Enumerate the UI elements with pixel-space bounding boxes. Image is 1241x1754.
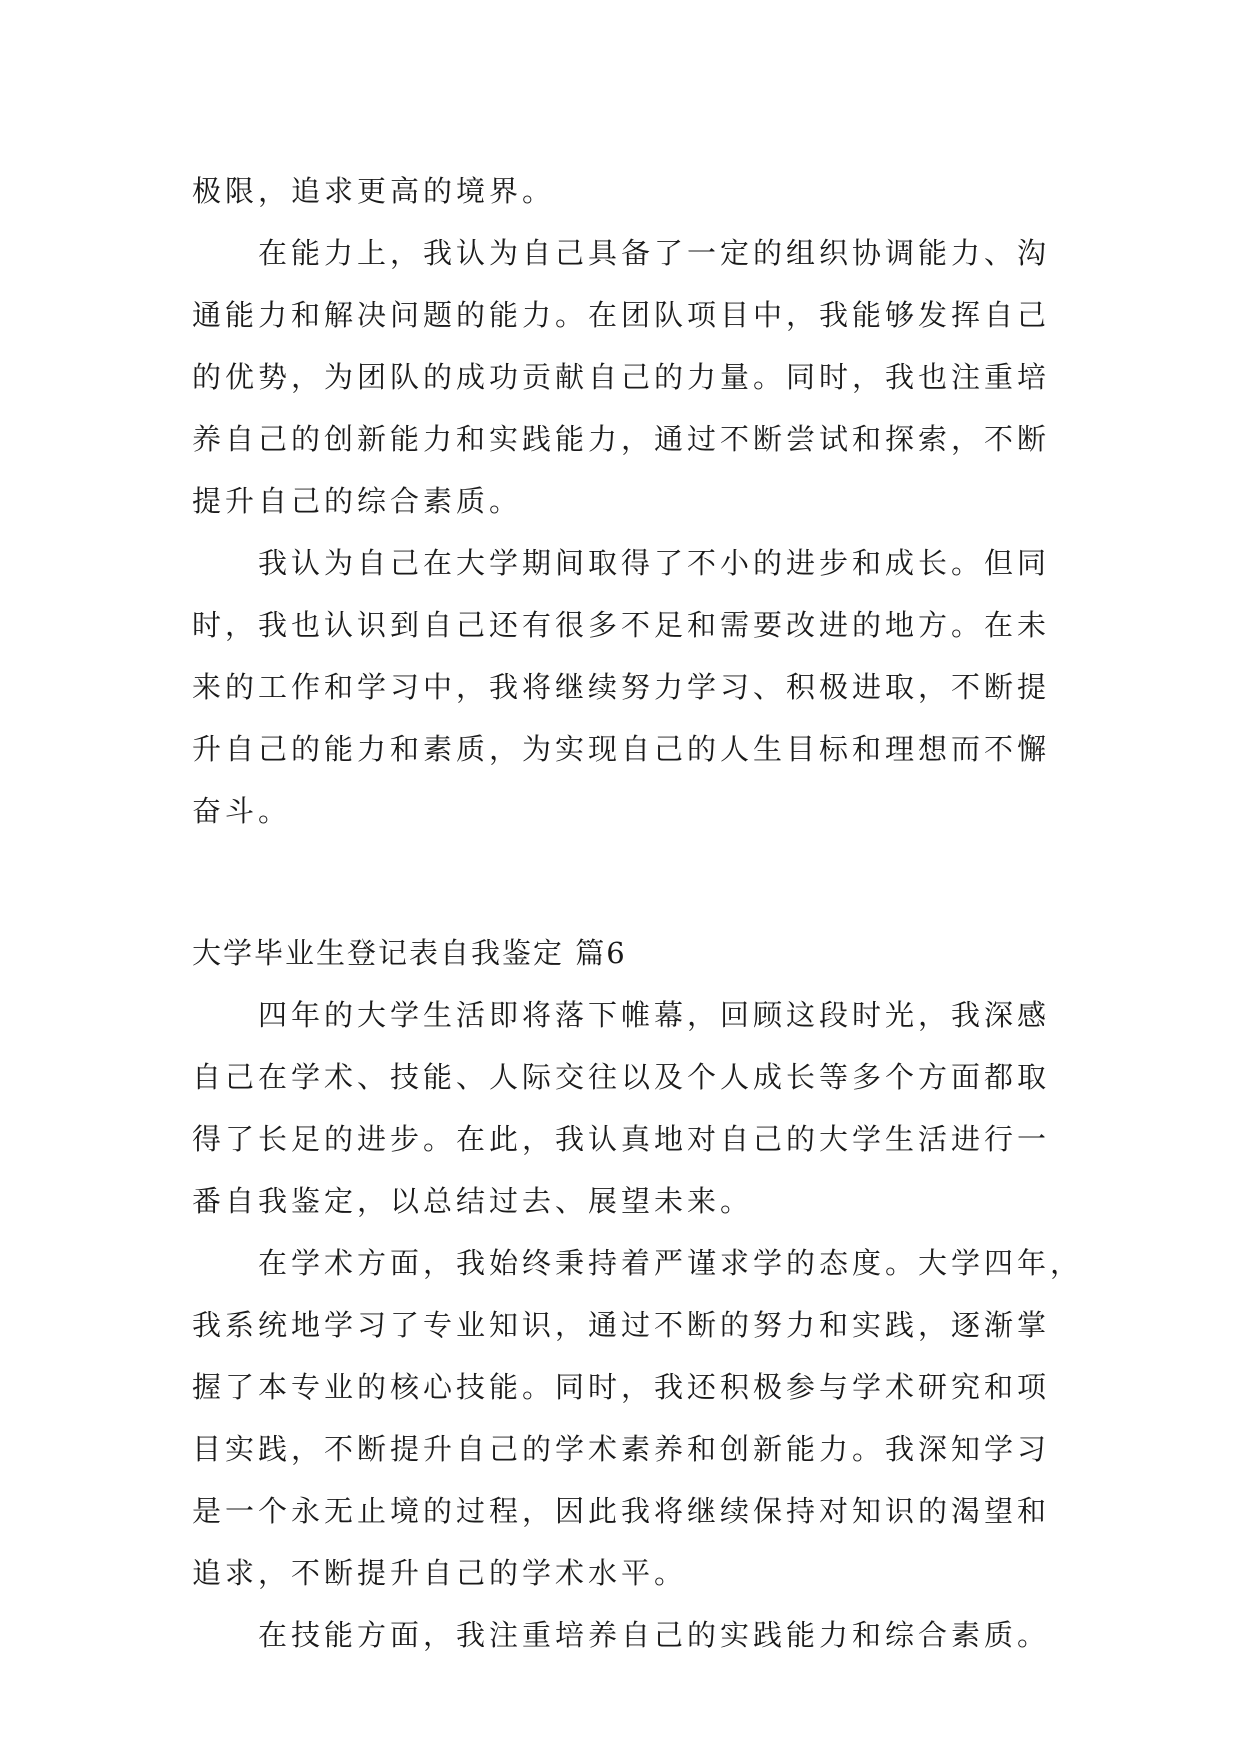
paragraph-first-line: 在能力上，我认为自己具备了一定的组织协调能力、沟	[258, 236, 1051, 270]
text-line: 奋斗。	[192, 794, 292, 828]
text-line: 番自我鉴定，以总结过去、展望未来。	[192, 1184, 754, 1218]
section-spacer	[192, 842, 1062, 922]
text-line: 来的工作和学习中，我将继续努力学习、积极进取，不断提	[192, 670, 1051, 704]
text-line: 目实践，不断提升自己的学术素养和创新能力。我深知学习	[192, 1432, 1051, 1466]
text-line: 我系统地学习了专业知识，通过不断的努力和实践，逐渐掌	[192, 1308, 1051, 1342]
paragraph-first-line: 我认为自己在大学期间取得了不小的进步和成长。但同	[258, 546, 1051, 580]
paragraph-first-line: 在学术方面，我始终秉持着严谨求学的态度。大学四年，	[258, 1246, 1084, 1280]
text-line: 通能力和解决问题的能力。在团队项目中，我能够发挥自己	[192, 298, 1051, 332]
paragraph-first-line: 四年的大学生活即将落下帷幕，回顾这段时光，我深感	[258, 998, 1051, 1032]
text-line: 升自己的能力和素质，为实现自己的人生目标和理想而不懈	[192, 732, 1051, 766]
text-line: 的优势，为团队的成功贡献自己的力量。同时，我也注重培	[192, 360, 1051, 394]
text-line: 提升自己的综合素质。	[192, 484, 523, 518]
text-line: 养自己的创新能力和实践能力，通过不断尝试和探索，不断	[192, 422, 1051, 456]
text-line: 得了长足的进步。在此，我认真地对自己的大学生活进行一	[192, 1122, 1051, 1156]
section-heading: 大学毕业生登记表自我鉴定 篇6	[192, 936, 627, 970]
paragraph-first-line: 在技能方面，我注重培养自己的实践能力和综合素质。	[258, 1618, 1051, 1652]
document-body	[192, 160, 1084, 1666]
text-line: 是一个永无止境的过程，因此我将继续保持对知识的渴望和	[192, 1494, 1051, 1528]
text-line: 自己在学术、技能、人际交往以及个人成长等多个方面都取	[192, 1060, 1051, 1094]
text-line: 追求，不断提升自己的学术水平。	[192, 1556, 688, 1590]
text-line: 极限，追求更高的境界。	[192, 174, 556, 208]
text-line: 握了本专业的核心技能。同时，我还积极参与学术研究和项	[192, 1370, 1051, 1404]
text-line: 时，我也认识到自己还有很多不足和需要改进的地方。在未	[192, 608, 1051, 642]
